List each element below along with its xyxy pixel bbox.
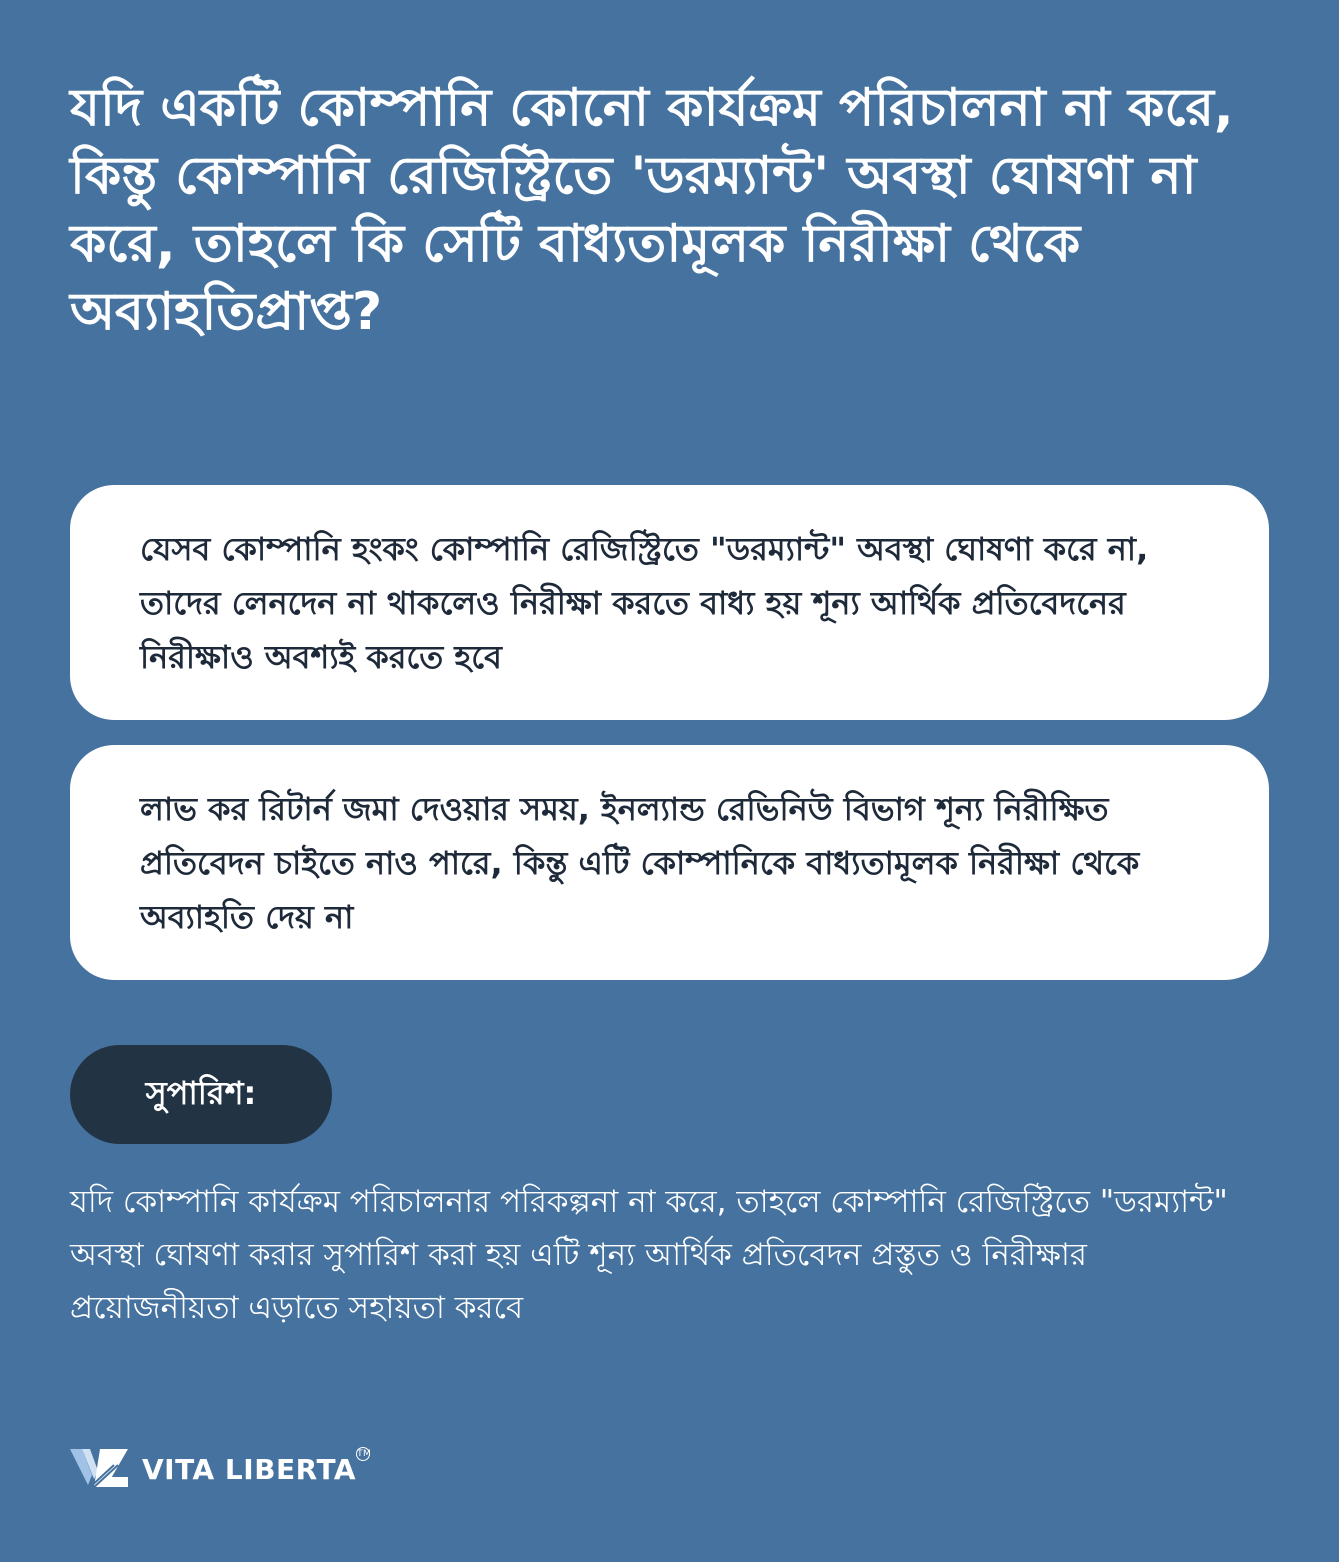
vita-liberta-logo-icon <box>70 1447 130 1491</box>
info-card-1 <box>70 485 1269 720</box>
recommendation-label-pill <box>70 1045 332 1144</box>
page-title: যদি একটি কোম্পানি কোনো কার্যক্রম পরিচালনা না করে, কিন্তু কোম্পানি রেজিস্ট্রিতে 'ডরম্যান্ট' অবস্থা ঘোষণা না করে, তাহলে কি সেটি বাধ্যতামূলক নিরীক্ষা থেকে অব্যাহতিপ্রাপ্ত? <box>70 78 1234 342</box>
recommendation-text: যদি কোম্পানি কার্যক্রম পরিচালনার পরিকল্পনা না করে, তাহলে কোম্পানি রেজিস্ট্রিতে "ডরম্যান্ট" অবস্থা ঘোষণা করার সুপারিশ করা হয় এটি শূন্য আর্থিক প্রতিবেদন প্রস্তুত ও নিরীক্ষার প্রয়োজনীয়তা এড়াতে সহায়তা করবে <box>70 1184 1228 1326</box>
info-card-2 <box>70 745 1269 980</box>
info-card-2-text: লাভ কর রিটার্ন জমা দেওয়ার সময়, ইনল্যান্ড রেভিনিউ বিভাগ শূন্য নিরীক্ষিত প্রতিবেদন চাইতে নাও পারে, কিন্তু এটি কোম্পানিকে বাধ্যতামূলক নিরীক্ষা থেকে অব্যাহতি দেয় না <box>140 789 1140 936</box>
trademark-symbol: TM <box>357 1448 372 1459</box>
brand-name <box>142 1448 372 1486</box>
brand-name-text: VITA LIBERTA <box>142 1452 357 1486</box>
recommendation-label: সুপারিশ: <box>145 1073 257 1112</box>
info-card-1-text: যেসব কোম্পানি হংকং কোম্পানি রেজিস্ট্রিতে "ডরম্যান্ট" অবস্থা ঘোষণা করে না, তাদের লেনদেন না থাকলেও নিরীক্ষা করতে বাধ্য হয় শূন্য আর্থিক প্রতিবেদনের নিরীক্ষাও অবশ্যই করতে হবে <box>140 529 1149 676</box>
brand-logo <box>70 1446 372 1492</box>
